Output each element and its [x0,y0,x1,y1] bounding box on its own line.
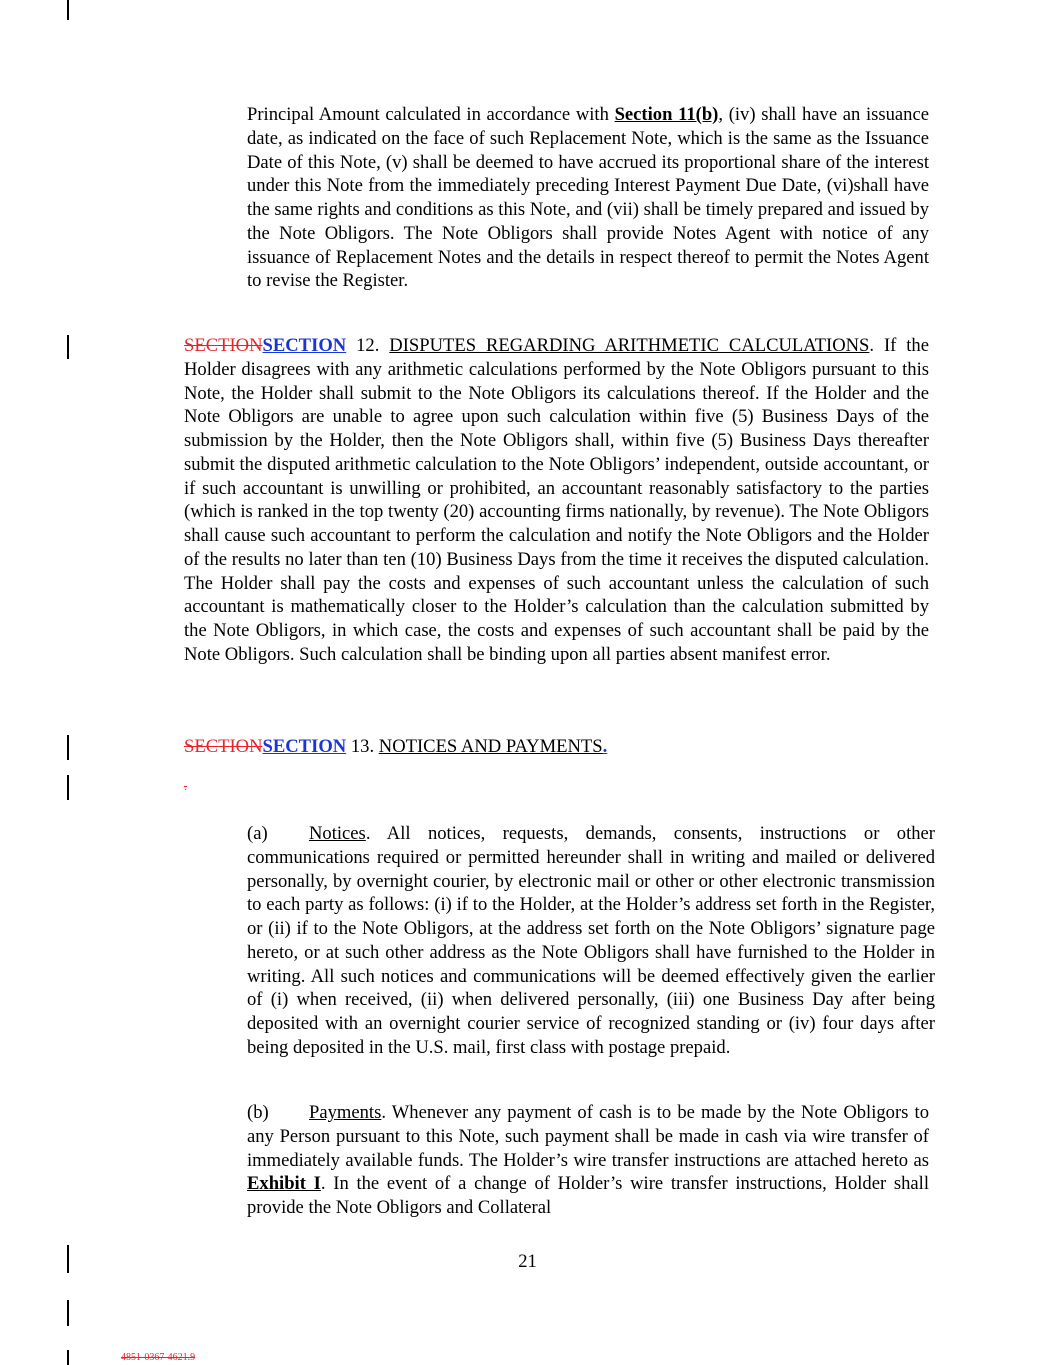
text: . [869,335,875,356]
section-12-paragraph [184,334,929,667]
subsection-body: . In the event of a change of Holder’s wire transfer instructions, Holder shall provide the Note Obligors and Collateral [247,1173,929,1218]
deleted-text: SECTION [184,335,263,356]
text: (iv) shall have an issuance date, as indicated on the face of such Replacement Note, which is the same as the Issuance Date of this Note, (v) shall be deemed to have accrued its proportional share of the interest under this Note from the immediately preceding Interest Payment Due Date, (vi)shall have the same rights and conditions as this Note, and (vii) shall be timely prepared and issued by the Note Obligors. The Note Obligors shall provide Notes Agent with notice of any issuance of Replacement Notes and the details in respect thereof to permit the Notes Agent to revise the Register. [247,104,929,292]
subsection-a [247,822,935,1060]
change-bar [67,1350,69,1365]
section-title: NOTICES AND PAYMENTS [378,736,603,757]
inserted-text: SECTION [262,736,347,757]
continuation-paragraph [247,103,929,293]
section-title: DISPUTES REGARDING ARITHMETIC CALCULATIONS [389,335,870,356]
subsection-body: . All notices, requests, demands, consents, instructions or other communications required or permitted hereunder shall in writing and mailed or delivered personally, by overnight courier, by electronic mail or other or other electronic transmission to each party as follows: (i) if to the Holder, at the Holder’s address set forth in the Register, or (ii) if to the Note Obligors, at the address set forth on the Note Obligors’ signature page hereto, or at such other address as the Note Obligors shall have furnished to the Holder in writing. All such notices and communications will be deemed effectively given the earlier of (i) when received, (ii) when delivered personally, (iii) one Business Day after being deposited with an overnight courier service of recognized standing or (iv) four days after being deposited in the U.S. mail, first class with postage prepaid. [247,823,935,1058]
subsection-body: . Whenever any payment of cash is to be made by the Note Obligors to any Person pursuant to this Note, such payment shall be made in cash via wire transfer of immediately available funds. The Holder’s wire transfer instructions are attached hereto as [247,1102,929,1171]
page-number: 21 [518,1251,537,1272]
footer-doc-id: 4851-0367-4621.9 [121,1352,196,1363]
change-bar [67,335,69,359]
section-number: 13. [346,736,379,757]
deleted-period [184,779,929,793]
text: Principal Amount calculated in accordance with [247,104,615,125]
subsection-heading: Payments [309,1102,382,1123]
change-bar [67,775,69,800]
section-13-heading [184,735,929,759]
deleted-text: SECTION [184,736,263,757]
inserted-text: SECTION [262,335,347,356]
exhibit-reference: Exhibit I [247,1173,321,1195]
inserted-text: . [602,736,608,757]
subsection-label: (b) [247,1102,269,1123]
section-reference: Section 11(b) [614,104,719,125]
deleted-text: . [184,779,187,793]
section-number: 12. [346,335,390,356]
section-body: If the Holder disagrees with any arithmetic calculations performed by the Note Obligors pursuant to this Note, the Holder shall submit to the Note Obligors its calculations thereof. If the Holder and the Note Obligors are unable to agree upon such calculation within five (5) Business Days of the submission by the Holder, then the Note Obligors shall, within five (5) Business Days thereafter submit the disputed arithmetic calculation to the Note Obligors’ independent, outside accountant, or if such accountant is unwilling or prohibited, an accountant reasonably satisfactory to the parties (which is ranked in the top twenty (20) accounting firms nationally, by revenue). The Note Obligors shall cause such accountant to perform the calculation and notify the Note Obligors and the Holder of the results no later than ten (10) Business Days from the time it receives the disputed calculation. The Holder shall pay the costs and expenses of such accountant unless the calculation of such accountant is mathematically closer to the Holder’s calculation than the calculation submitted by the Note Obligors, in which case, the costs and expenses of such accountant shall be paid by the Note Obligors. Such calculation shall be binding upon all parties absent manifest error. [184,335,929,665]
change-bar [67,0,69,20]
subsection-label: (a) [247,823,268,844]
change-bar [67,1300,69,1326]
change-bar [67,735,69,760]
subsection-heading: Notices [309,823,366,844]
subsection-b [247,1101,929,1220]
text: , [718,104,724,125]
